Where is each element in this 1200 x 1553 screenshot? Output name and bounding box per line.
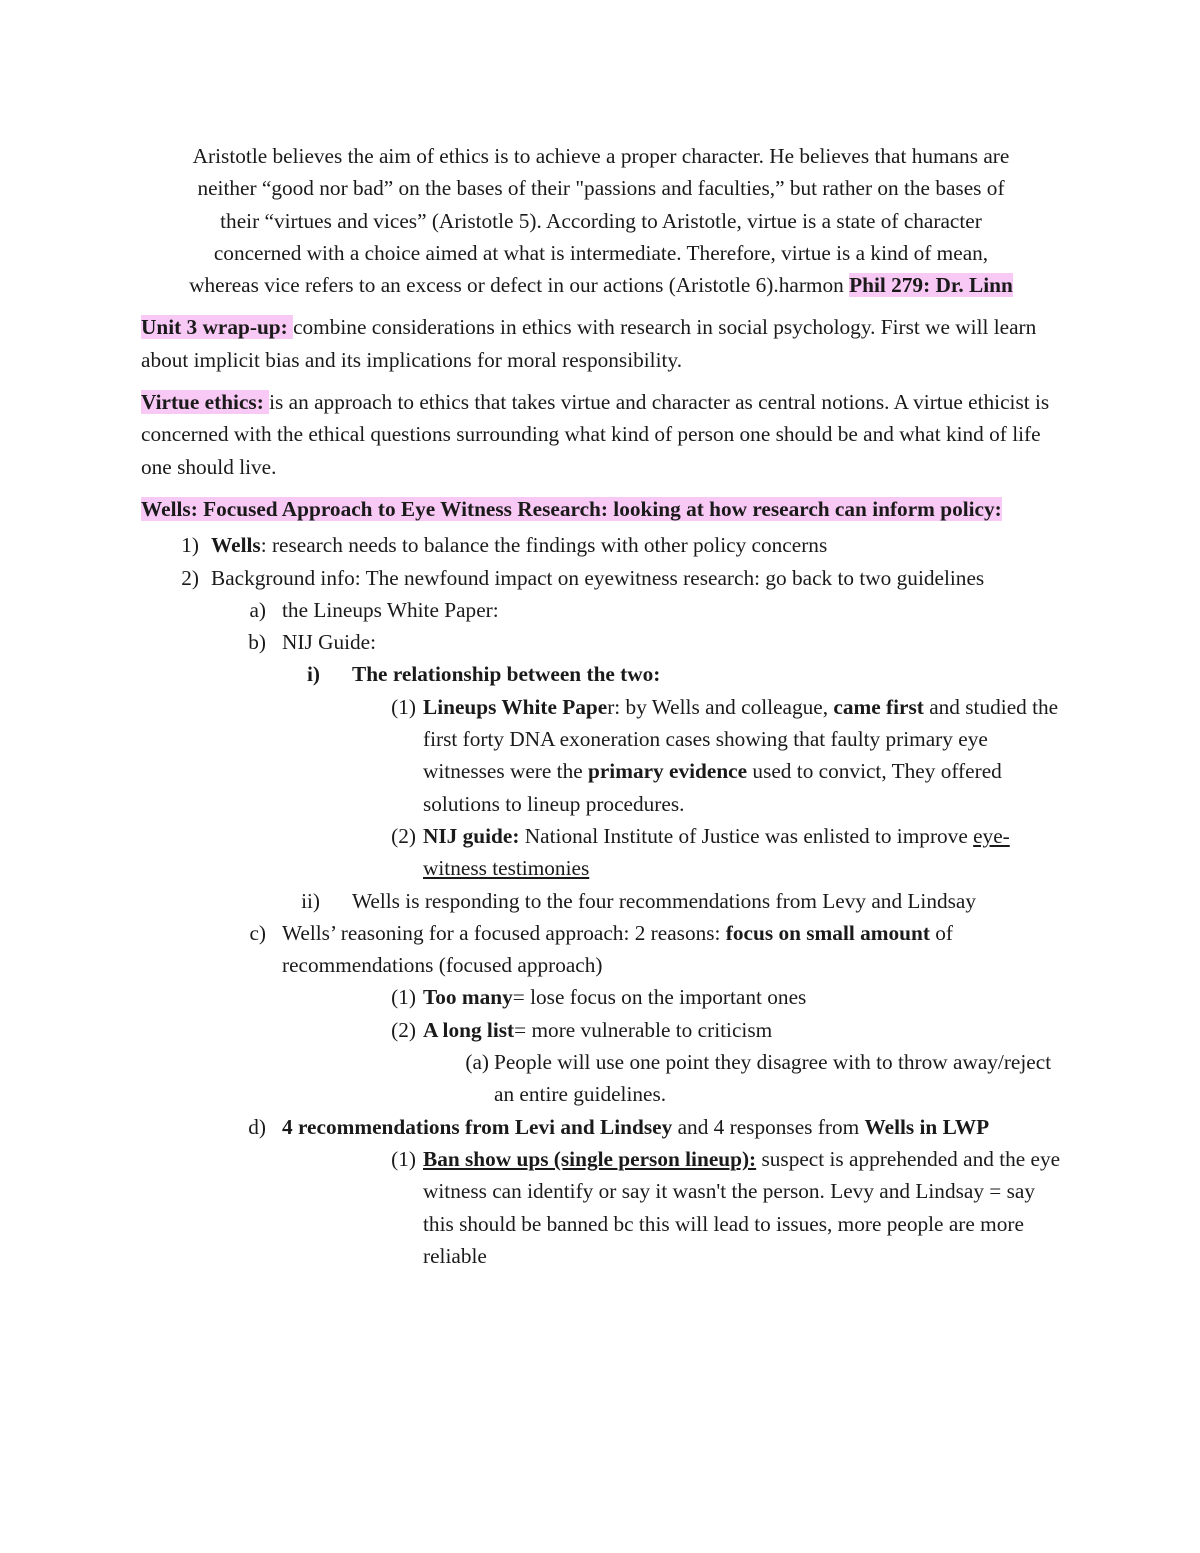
item-bold-underline: Ban show ups (single person lineup):	[423, 1146, 757, 1171]
item-bold: focus on small amount	[725, 920, 930, 945]
item-text: used to convict, They offered solutions to lineup procedures.	[423, 759, 1002, 816]
item-text: = lose focus on the important ones	[512, 985, 807, 1010]
list-item	[141, 1014, 1061, 1046]
item-bold: Lineups White Pape	[423, 694, 608, 719]
item-bold: A long list	[423, 1017, 515, 1042]
list-number: (1)	[391, 694, 416, 719]
intro-line: concerned with a choice aimed at what is intermediate. Therefore, virtue is a kind of mean,	[213, 240, 989, 265]
unit-text: combine considerations in ethics with research in social psychology. First we will learn about implicit bias and its implications for moral responsibility.	[141, 315, 1037, 372]
list-number: (1)	[391, 1146, 416, 1171]
list-number: c)	[249, 920, 266, 945]
virtue-label: Virtue ethics:	[141, 390, 270, 415]
item-bold: Wells in LWP	[864, 1114, 990, 1139]
item-bold: came first	[833, 694, 924, 719]
item-text: of recommendations (focused approach)	[282, 920, 953, 978]
intro-line: their “virtues and vices” (Aristotle 5). According to Aristotle, virtue is a state of character	[220, 208, 982, 233]
list-item	[141, 626, 1061, 658]
list-item	[141, 1143, 1061, 1272]
list-number: ii)	[301, 888, 320, 913]
item-text: r: by Wells and colleague,	[607, 694, 834, 719]
intro-line: neither “good nor bad” on the bases of their "passions and faculties,” but rather on the bases of	[197, 176, 1005, 201]
list-number: a)	[249, 597, 266, 622]
list-item	[141, 1046, 1061, 1111]
list-number: d)	[248, 1114, 266, 1139]
virtue-text: is an approach to ethics that takes virtue and character as central notions. A virtue ethicist is concerned with the ethical questions surrounding what kind of person one should be and what kind of life one should live.	[141, 390, 1050, 479]
list-item	[141, 820, 1061, 885]
intro-paragraph	[141, 140, 1061, 301]
item-text: and studied the first forty DNA exoneration cases showing that faulty primary eye witnesses were the	[423, 694, 1059, 784]
list-item	[141, 691, 1061, 820]
list-item	[141, 529, 1061, 561]
item-text: the Lineups White Paper:	[282, 597, 499, 622]
list-item	[141, 594, 1061, 626]
intro-line: Aristotle believes the aim of ethics is to achieve a proper character. He believes that humans are	[192, 144, 1010, 168]
list-item	[141, 1111, 1061, 1143]
document-body	[141, 140, 1061, 1272]
item-bold: NIJ guide:	[423, 823, 520, 848]
list-number: (2)	[391, 823, 416, 848]
list-number: (1)	[391, 985, 416, 1010]
item-bold: The relationship between the two:	[352, 662, 661, 687]
wells-heading	[141, 493, 1061, 525]
outline-list	[141, 529, 1061, 1272]
item-text: : research needs to balance the findings with other policy concerns	[260, 533, 828, 558]
virtue-paragraph	[141, 386, 1061, 483]
list-number: 2)	[181, 565, 199, 590]
list-number: i)	[306, 662, 320, 687]
list-number: (a)	[465, 1050, 489, 1075]
list-item	[141, 562, 1061, 594]
item-text: suspect is apprehended and the eye witness can identify or say it wasn't the person. Levy and Lindsay = say this should be banned bc this will lead to issues, more people are more reliable	[423, 1146, 1061, 1268]
item-bold: 4 recommendations from Levi and Lindsey	[282, 1114, 673, 1139]
item-text: and 4 responses from	[672, 1114, 865, 1139]
list-number: b)	[248, 630, 266, 655]
unit-paragraph	[141, 311, 1061, 376]
item-text: Background info: The newfound impact on eyewitness research: go back to two guidelines	[211, 565, 985, 590]
list-item	[141, 917, 1061, 982]
item-text: Wells’ reasoning for a focused approach: 2 reasons:	[282, 920, 726, 945]
unit-label: Unit 3 wrap-up:	[141, 315, 294, 340]
item-text: National Institute of Justice was enlisted to improve	[519, 823, 974, 848]
item-bold: Too many	[423, 985, 513, 1010]
item-bold: Wells	[211, 533, 261, 558]
list-item	[141, 885, 1061, 917]
list-item	[141, 981, 1061, 1013]
course-title: Phil 279: Dr. Linn	[849, 273, 1013, 298]
item-text: Wells is responding to the four recommendations from Levy and Lindsay	[352, 888, 977, 913]
list-number: 1)	[181, 533, 199, 558]
wells-heading-text: Wells: Focused Approach to Eye Witness Research: looking at how research can inform policy:	[141, 496, 1002, 521]
item-bold: primary evidence	[588, 759, 748, 784]
list-item	[141, 658, 1061, 690]
item-text: People will use one point they disagree with to throw away/reject an entire guidelines.	[494, 1050, 1052, 1107]
item-text: = more vulnerable to criticism	[514, 1017, 773, 1042]
list-number: (2)	[391, 1017, 416, 1042]
item-underline: eye-witness testimonies	[423, 823, 1010, 881]
intro-line: whereas vice refers to an excess or defect in our actions (Aristotle 6).harmon	[189, 273, 850, 298]
item-text: NIJ Guide:	[282, 630, 377, 655]
